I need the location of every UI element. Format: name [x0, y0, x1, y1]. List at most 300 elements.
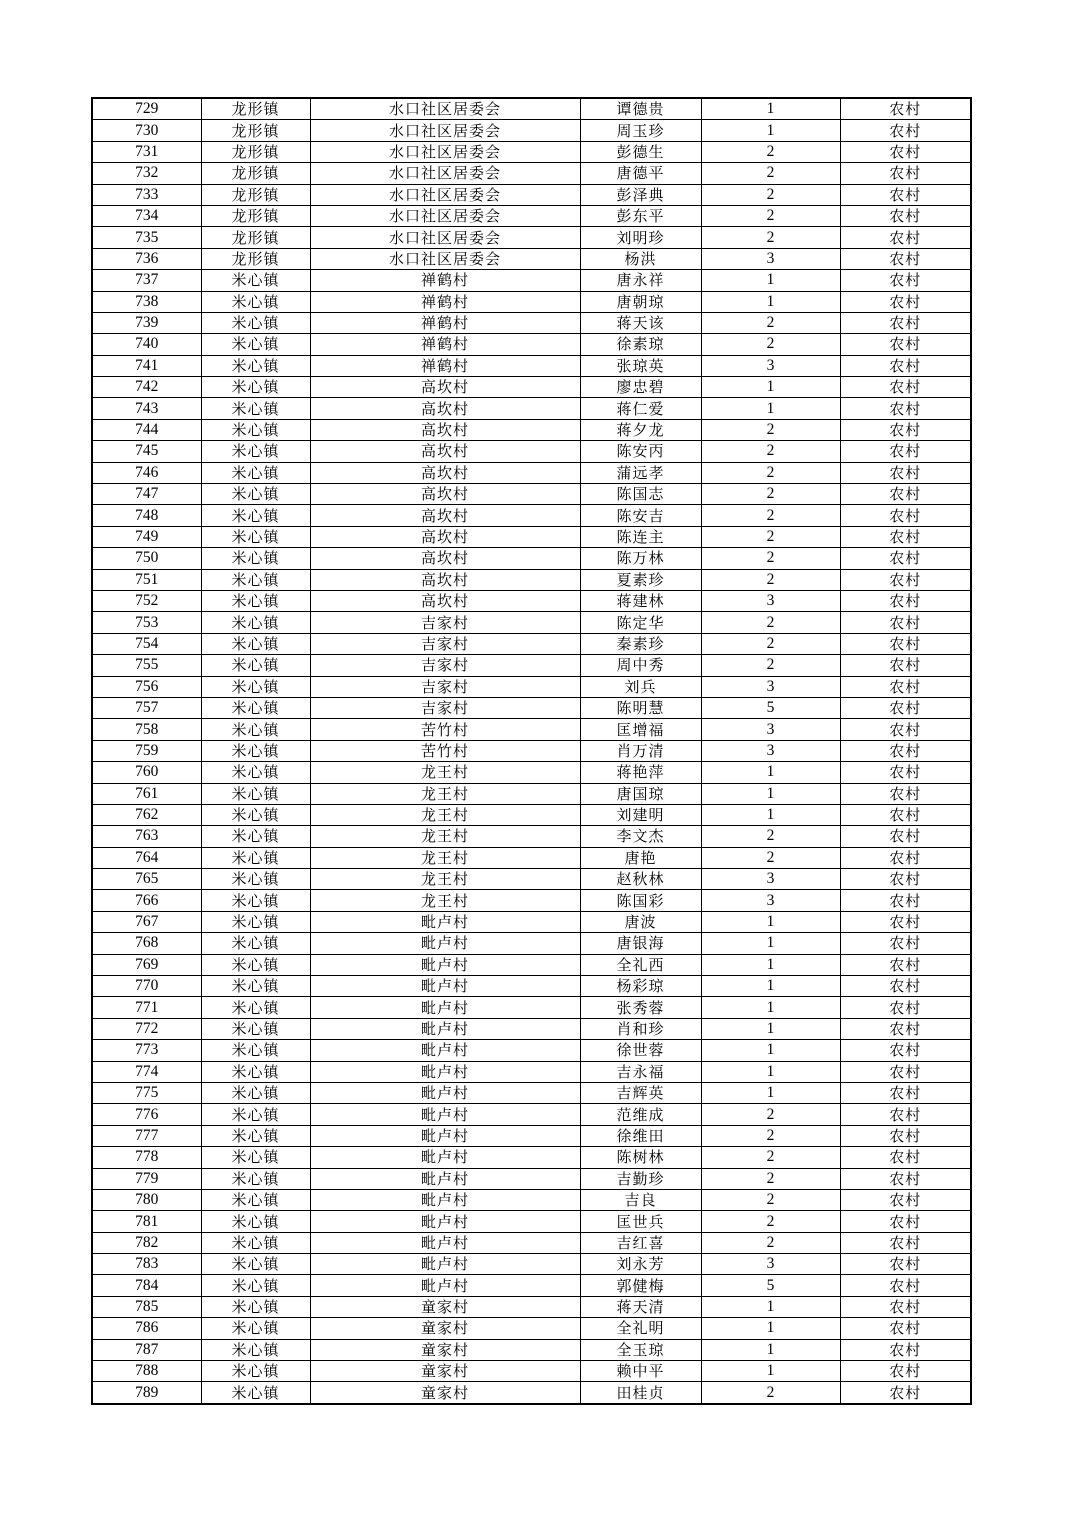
village-cell: 龙王村 — [310, 869, 580, 890]
area-type-cell: 农村 — [840, 976, 971, 997]
village-cell: 高坎村 — [310, 526, 580, 547]
area-type-cell: 农村 — [840, 334, 971, 355]
town-cell: 龙形镇 — [201, 227, 310, 248]
household-count-cell: 2 — [701, 312, 840, 333]
table-row — [92, 505, 971, 526]
name-cell: 刘明珍 — [580, 227, 701, 248]
town-cell: 龙形镇 — [201, 184, 310, 205]
town-cell: 米心镇 — [201, 933, 310, 954]
household-count-cell: 2 — [701, 1168, 840, 1189]
table-row — [92, 740, 971, 761]
area-type-cell: 农村 — [840, 526, 971, 547]
name-cell: 周中秀 — [580, 655, 701, 676]
town-cell: 米心镇 — [201, 762, 310, 783]
name-cell: 全礼明 — [580, 1318, 701, 1339]
village-cell: 毗卢村 — [310, 933, 580, 954]
household-count-cell: 2 — [701, 205, 840, 226]
area-type-cell: 农村 — [840, 1211, 971, 1232]
town-cell: 米心镇 — [201, 997, 310, 1018]
row-number-cell: 760 — [92, 762, 201, 783]
name-cell: 周玉珍 — [580, 120, 701, 141]
household-count-cell: 1 — [701, 1040, 840, 1061]
area-type-cell: 农村 — [840, 1040, 971, 1061]
area-type-cell: 农村 — [840, 312, 971, 333]
household-count-cell: 1 — [701, 120, 840, 141]
household-count-cell: 3 — [701, 676, 840, 697]
area-type-cell: 农村 — [840, 141, 971, 162]
town-cell: 米心镇 — [201, 1232, 310, 1253]
town-cell: 米心镇 — [201, 655, 310, 676]
village-cell: 禅鹤村 — [310, 355, 580, 376]
village-cell: 毗卢村 — [310, 954, 580, 975]
village-cell: 毗卢村 — [310, 1125, 580, 1146]
town-cell: 龙形镇 — [201, 248, 310, 269]
table-row — [92, 655, 971, 676]
table-row — [92, 1275, 971, 1296]
area-type-cell: 农村 — [840, 98, 971, 120]
household-count-cell: 1 — [701, 1018, 840, 1039]
town-cell: 米心镇 — [201, 334, 310, 355]
town-cell: 米心镇 — [201, 1061, 310, 1082]
village-cell: 童家村 — [310, 1318, 580, 1339]
table-row — [92, 334, 971, 355]
name-cell: 李文杰 — [580, 826, 701, 847]
row-number-cell: 767 — [92, 911, 201, 932]
area-type-cell: 农村 — [840, 419, 971, 440]
table-row — [92, 1339, 971, 1360]
village-cell: 龙王村 — [310, 783, 580, 804]
village-cell: 吉家村 — [310, 697, 580, 718]
row-number-cell: 740 — [92, 334, 201, 355]
table-row — [92, 612, 971, 633]
village-cell: 龙王村 — [310, 762, 580, 783]
row-number-cell: 754 — [92, 633, 201, 654]
area-type-cell: 农村 — [840, 783, 971, 804]
row-number-cell: 762 — [92, 804, 201, 825]
name-cell: 徐世蓉 — [580, 1040, 701, 1061]
village-cell: 水口社区居委会 — [310, 120, 580, 141]
name-cell: 蒋天该 — [580, 312, 701, 333]
table-row — [92, 1254, 971, 1275]
name-cell: 吉勤珍 — [580, 1168, 701, 1189]
table-row — [92, 633, 971, 654]
household-count-cell: 5 — [701, 697, 840, 718]
table-row — [92, 377, 971, 398]
town-cell: 米心镇 — [201, 419, 310, 440]
town-cell: 龙形镇 — [201, 141, 310, 162]
name-cell: 范维成 — [580, 1104, 701, 1125]
name-cell: 郭健梅 — [580, 1275, 701, 1296]
household-count-cell: 2 — [701, 227, 840, 248]
area-type-cell: 农村 — [840, 633, 971, 654]
row-number-cell: 755 — [92, 655, 201, 676]
table-row — [92, 783, 971, 804]
household-count-cell: 2 — [701, 1211, 840, 1232]
name-cell: 唐银海 — [580, 933, 701, 954]
area-type-cell: 农村 — [840, 227, 971, 248]
table-row — [92, 227, 971, 248]
village-cell: 高坎村 — [310, 569, 580, 590]
village-cell: 高坎村 — [310, 441, 580, 462]
area-type-cell: 农村 — [840, 1104, 971, 1125]
table-row — [92, 141, 971, 162]
row-number-cell: 784 — [92, 1275, 201, 1296]
household-count-cell: 2 — [701, 1147, 840, 1168]
table-row — [92, 205, 971, 226]
area-type-cell: 农村 — [840, 869, 971, 890]
area-type-cell: 农村 — [840, 1125, 971, 1146]
town-cell: 米心镇 — [201, 1211, 310, 1232]
town-cell: 米心镇 — [201, 633, 310, 654]
area-type-cell: 农村 — [840, 911, 971, 932]
row-number-cell: 786 — [92, 1318, 201, 1339]
household-count-cell: 2 — [701, 1125, 840, 1146]
village-cell: 毗卢村 — [310, 1061, 580, 1082]
area-type-cell: 农村 — [840, 1318, 971, 1339]
row-number-cell: 775 — [92, 1082, 201, 1103]
village-cell: 毗卢村 — [310, 997, 580, 1018]
table-row — [92, 933, 971, 954]
household-count-cell: 1 — [701, 98, 840, 120]
household-count-cell: 2 — [701, 548, 840, 569]
row-number-cell: 733 — [92, 184, 201, 205]
town-cell: 米心镇 — [201, 869, 310, 890]
table-row — [92, 1082, 971, 1103]
name-cell: 田桂贞 — [580, 1382, 701, 1404]
area-type-cell: 农村 — [840, 762, 971, 783]
town-cell: 米心镇 — [201, 1189, 310, 1210]
village-cell: 禅鹤村 — [310, 334, 580, 355]
village-cell: 水口社区居委会 — [310, 141, 580, 162]
name-cell: 全玉琼 — [580, 1339, 701, 1360]
area-type-cell: 农村 — [840, 1232, 971, 1253]
table-row — [92, 976, 971, 997]
household-count-cell: 1 — [701, 1361, 840, 1382]
town-cell: 米心镇 — [201, 697, 310, 718]
village-cell: 毗卢村 — [310, 1211, 580, 1232]
household-count-cell: 2 — [701, 419, 840, 440]
household-count-cell: 2 — [701, 1382, 840, 1404]
town-cell: 米心镇 — [201, 312, 310, 333]
town-cell: 米心镇 — [201, 612, 310, 633]
table-row — [92, 1040, 971, 1061]
row-number-cell: 734 — [92, 205, 201, 226]
household-count-cell: 3 — [701, 355, 840, 376]
row-number-cell: 774 — [92, 1061, 201, 1082]
area-type-cell: 农村 — [840, 569, 971, 590]
household-count-cell: 2 — [701, 826, 840, 847]
village-cell: 水口社区居委会 — [310, 184, 580, 205]
area-type-cell: 农村 — [840, 270, 971, 291]
village-cell: 毗卢村 — [310, 1147, 580, 1168]
table-row — [92, 719, 971, 740]
town-cell: 米心镇 — [201, 676, 310, 697]
name-cell: 张秀蓉 — [580, 997, 701, 1018]
area-type-cell: 农村 — [840, 655, 971, 676]
table-row — [92, 569, 971, 590]
area-type-cell: 农村 — [840, 1147, 971, 1168]
name-cell: 陈连主 — [580, 526, 701, 547]
town-cell: 米心镇 — [201, 1275, 310, 1296]
row-number-cell: 739 — [92, 312, 201, 333]
village-cell: 毗卢村 — [310, 1082, 580, 1103]
row-number-cell: 773 — [92, 1040, 201, 1061]
table-row — [92, 398, 971, 419]
name-cell: 徐维田 — [580, 1125, 701, 1146]
name-cell: 蒋夕龙 — [580, 419, 701, 440]
household-count-cell: 1 — [701, 933, 840, 954]
name-cell: 赖中平 — [580, 1361, 701, 1382]
household-count-cell: 1 — [701, 1318, 840, 1339]
table-row — [92, 1318, 971, 1339]
household-count-cell: 1 — [701, 1061, 840, 1082]
village-cell: 吉家村 — [310, 676, 580, 697]
household-count-cell: 2 — [701, 612, 840, 633]
town-cell: 米心镇 — [201, 954, 310, 975]
household-count-cell: 2 — [701, 484, 840, 505]
household-count-cell: 2 — [701, 184, 840, 205]
name-cell: 唐波 — [580, 911, 701, 932]
household-count-cell: 3 — [701, 248, 840, 269]
table-row — [92, 590, 971, 611]
area-type-cell: 农村 — [840, 1275, 971, 1296]
household-count-cell: 3 — [701, 890, 840, 911]
row-number-cell: 748 — [92, 505, 201, 526]
row-number-cell: 743 — [92, 398, 201, 419]
village-cell: 高坎村 — [310, 505, 580, 526]
town-cell: 米心镇 — [201, 590, 310, 611]
village-cell: 毗卢村 — [310, 1232, 580, 1253]
table-row — [92, 1232, 971, 1253]
name-cell: 陈万林 — [580, 548, 701, 569]
table-row — [92, 997, 971, 1018]
row-number-cell: 783 — [92, 1254, 201, 1275]
row-number-cell: 763 — [92, 826, 201, 847]
village-cell: 禅鹤村 — [310, 312, 580, 333]
town-cell: 米心镇 — [201, 377, 310, 398]
town-cell: 米心镇 — [201, 1125, 310, 1146]
household-count-cell: 1 — [701, 291, 840, 312]
area-type-cell: 农村 — [840, 826, 971, 847]
village-cell: 高坎村 — [310, 462, 580, 483]
table-row — [92, 890, 971, 911]
table-row — [92, 270, 971, 291]
area-type-cell: 农村 — [840, 804, 971, 825]
town-cell: 龙形镇 — [201, 163, 310, 184]
household-count-cell: 2 — [701, 526, 840, 547]
village-cell: 水口社区居委会 — [310, 98, 580, 120]
row-number-cell: 781 — [92, 1211, 201, 1232]
name-cell: 陈国志 — [580, 484, 701, 505]
village-cell: 毗卢村 — [310, 1189, 580, 1210]
area-type-cell: 农村 — [840, 740, 971, 761]
village-cell: 高坎村 — [310, 548, 580, 569]
row-number-cell: 731 — [92, 141, 201, 162]
village-cell: 水口社区居委会 — [310, 227, 580, 248]
name-cell: 蒋艳萍 — [580, 762, 701, 783]
name-cell: 陈定华 — [580, 612, 701, 633]
town-cell: 米心镇 — [201, 1254, 310, 1275]
row-number-cell: 730 — [92, 120, 201, 141]
village-cell: 吉家村 — [310, 612, 580, 633]
household-table — [91, 97, 972, 1405]
household-count-cell: 2 — [701, 505, 840, 526]
village-cell: 吉家村 — [310, 655, 580, 676]
table-row — [92, 355, 971, 376]
area-type-cell: 农村 — [840, 1168, 971, 1189]
row-number-cell: 758 — [92, 719, 201, 740]
area-type-cell: 农村 — [840, 697, 971, 718]
name-cell: 唐朝琼 — [580, 291, 701, 312]
row-number-cell: 787 — [92, 1339, 201, 1360]
town-cell: 米心镇 — [201, 783, 310, 804]
household-count-cell: 2 — [701, 334, 840, 355]
table-row — [92, 762, 971, 783]
town-cell: 米心镇 — [201, 826, 310, 847]
table-row — [92, 1018, 971, 1039]
row-number-cell: 732 — [92, 163, 201, 184]
table-body — [92, 98, 971, 1404]
table-row — [92, 98, 971, 120]
area-type-cell: 农村 — [840, 997, 971, 1018]
household-count-cell: 1 — [701, 1082, 840, 1103]
town-cell: 米心镇 — [201, 1040, 310, 1061]
town-cell: 米心镇 — [201, 462, 310, 483]
table-row — [92, 1104, 971, 1125]
area-type-cell: 农村 — [840, 484, 971, 505]
row-number-cell: 747 — [92, 484, 201, 505]
name-cell: 彭东平 — [580, 205, 701, 226]
town-cell: 米心镇 — [201, 505, 310, 526]
village-cell: 童家村 — [310, 1339, 580, 1360]
table-row — [92, 826, 971, 847]
table-row — [92, 676, 971, 697]
name-cell: 唐永祥 — [580, 270, 701, 291]
village-cell: 高坎村 — [310, 590, 580, 611]
name-cell: 蒋仁爱 — [580, 398, 701, 419]
area-type-cell: 农村 — [840, 1254, 971, 1275]
area-type-cell: 农村 — [840, 441, 971, 462]
table-row — [92, 548, 971, 569]
table-row — [92, 1296, 971, 1317]
table-row — [92, 697, 971, 718]
table-row — [92, 312, 971, 333]
area-type-cell: 农村 — [840, 933, 971, 954]
row-number-cell: 729 — [92, 98, 201, 120]
town-cell: 米心镇 — [201, 740, 310, 761]
household-count-cell: 2 — [701, 441, 840, 462]
name-cell: 杨洪 — [580, 248, 701, 269]
village-cell: 水口社区居委会 — [310, 163, 580, 184]
village-cell: 高坎村 — [310, 377, 580, 398]
row-number-cell: 766 — [92, 890, 201, 911]
area-type-cell: 农村 — [840, 847, 971, 868]
area-type-cell: 农村 — [840, 954, 971, 975]
row-number-cell: 749 — [92, 526, 201, 547]
area-type-cell: 农村 — [840, 719, 971, 740]
name-cell: 陈国彩 — [580, 890, 701, 911]
household-count-cell: 1 — [701, 976, 840, 997]
row-number-cell: 738 — [92, 291, 201, 312]
table-row — [92, 1061, 971, 1082]
area-type-cell: 农村 — [840, 355, 971, 376]
name-cell: 夏素珍 — [580, 569, 701, 590]
town-cell: 米心镇 — [201, 890, 310, 911]
name-cell: 匡世兵 — [580, 1211, 701, 1232]
row-number-cell: 776 — [92, 1104, 201, 1125]
row-number-cell: 756 — [92, 676, 201, 697]
household-count-cell: 2 — [701, 847, 840, 868]
name-cell: 肖万清 — [580, 740, 701, 761]
household-count-cell: 1 — [701, 954, 840, 975]
area-type-cell: 农村 — [840, 505, 971, 526]
village-cell: 童家村 — [310, 1382, 580, 1404]
row-number-cell: 750 — [92, 548, 201, 569]
village-cell: 毗卢村 — [310, 911, 580, 932]
name-cell: 肖和珍 — [580, 1018, 701, 1039]
village-cell: 龙王村 — [310, 847, 580, 868]
village-cell: 高坎村 — [310, 484, 580, 505]
area-type-cell: 农村 — [840, 1296, 971, 1317]
household-count-cell: 2 — [701, 569, 840, 590]
town-cell: 米心镇 — [201, 1168, 310, 1189]
household-count-cell: 3 — [701, 740, 840, 761]
area-type-cell: 农村 — [840, 1018, 971, 1039]
area-type-cell: 农村 — [840, 291, 971, 312]
town-cell: 米心镇 — [201, 1018, 310, 1039]
town-cell: 米心镇 — [201, 1296, 310, 1317]
area-type-cell: 农村 — [840, 205, 971, 226]
row-number-cell: 777 — [92, 1125, 201, 1146]
household-count-cell: 2 — [701, 633, 840, 654]
table-row — [92, 526, 971, 547]
village-cell: 龙王村 — [310, 804, 580, 825]
row-number-cell: 785 — [92, 1296, 201, 1317]
name-cell: 全礼西 — [580, 954, 701, 975]
village-cell: 禅鹤村 — [310, 291, 580, 312]
name-cell: 廖忠碧 — [580, 377, 701, 398]
town-cell: 米心镇 — [201, 804, 310, 825]
row-number-cell: 752 — [92, 590, 201, 611]
table-row — [92, 419, 971, 440]
village-cell: 毗卢村 — [310, 1275, 580, 1296]
village-cell: 水口社区居委会 — [310, 205, 580, 226]
village-cell: 禅鹤村 — [310, 270, 580, 291]
row-number-cell: 772 — [92, 1018, 201, 1039]
row-number-cell: 742 — [92, 377, 201, 398]
household-count-cell: 2 — [701, 1189, 840, 1210]
household-count-cell: 3 — [701, 590, 840, 611]
name-cell: 吉红喜 — [580, 1232, 701, 1253]
household-count-cell: 1 — [701, 377, 840, 398]
row-number-cell: 768 — [92, 933, 201, 954]
row-number-cell: 771 — [92, 997, 201, 1018]
row-number-cell: 745 — [92, 441, 201, 462]
table-row — [92, 462, 971, 483]
town-cell: 米心镇 — [201, 911, 310, 932]
row-number-cell: 757 — [92, 697, 201, 718]
household-count-cell: 2 — [701, 462, 840, 483]
area-type-cell: 农村 — [840, 1382, 971, 1404]
area-type-cell: 农村 — [840, 377, 971, 398]
table-row — [92, 804, 971, 825]
household-count-cell: 1 — [701, 997, 840, 1018]
area-type-cell: 农村 — [840, 184, 971, 205]
area-type-cell: 农村 — [840, 676, 971, 697]
table-row — [92, 248, 971, 269]
name-cell: 杨彩琼 — [580, 976, 701, 997]
name-cell: 彭泽典 — [580, 184, 701, 205]
